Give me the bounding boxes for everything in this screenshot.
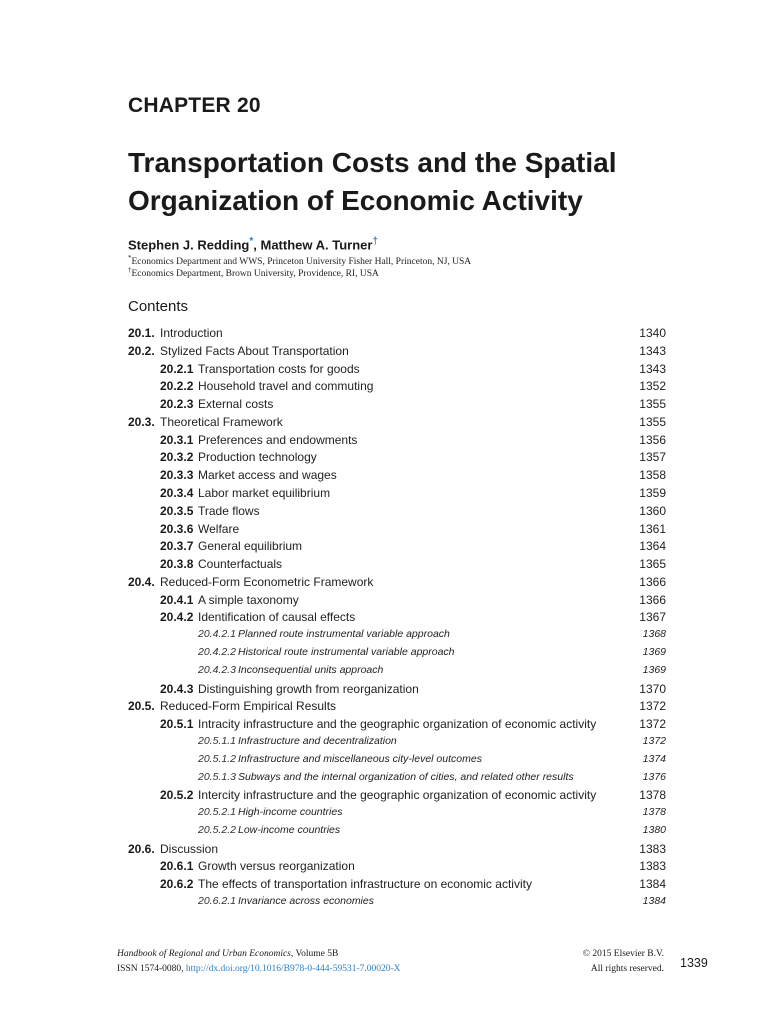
footer-book-line [117,947,401,962]
author-name: Matthew A. Turner [260,237,373,253]
chapter-title-line-1: Transportation Costs and the Spatial [128,147,617,178]
toc-section-number: 20.3.1 [160,432,194,447]
toc-page-number[interactable]: 1372 [639,699,666,714]
toc-section-title[interactable]: Labor market equilibrium [198,486,331,501]
toc-section-title[interactable]: Intracity infrastructure and the geographic organization of economic activity [198,717,597,732]
toc-section-number: 20.6.2.1 [198,894,236,907]
toc-section-number: 20.1. [128,326,155,340]
toc-entry[interactable] [128,557,666,574]
toc-section-title[interactable]: Historical route instrumental variable approach [238,646,455,659]
toc-page-number[interactable]: 1355 [639,397,666,412]
toc-section-number: 20.5.2.2 [198,823,236,836]
toc-section-title[interactable]: Reduced-Form Empirical Results [160,699,337,714]
toc-section-title[interactable]: Infrastructure and decentralization [238,734,397,747]
toc-page-number[interactable]: 1357 [639,450,666,465]
affiliation [128,266,379,279]
affiliation-mark[interactable]: * [249,236,254,247]
toc-section-title[interactable]: Low-income countries [238,823,341,836]
toc-section-number: 20.5.1.3 [198,770,236,783]
toc-entry[interactable] [128,842,666,859]
toc-entry[interactable] [128,504,666,521]
toc-section-title[interactable]: The effects of transportation infrastructure on economic activity [198,877,532,892]
affiliation-text: Economics Department, Brown University, Providence, RI, USA [131,269,379,280]
toc-section-number: 20.2.2 [160,379,194,394]
toc-section-number: 20.3.4 [160,486,194,501]
toc-section-number: 20.3.8 [160,557,194,572]
author-list [128,236,378,252]
toc-entry[interactable] [128,486,666,503]
toc-entry[interactable] [128,859,666,876]
toc-entry[interactable] [128,575,666,592]
issn: ISSN 1574-0080, [117,964,186,974]
toc-section-number: 20.2.1 [160,361,194,376]
contents-heading: Contents [128,298,189,315]
toc-page-number[interactable]: 1343 [639,343,666,358]
toc-section-number: 20.4.2.3 [198,663,236,676]
toc-page-number[interactable]: 1369 [642,646,666,659]
toc-section-number: 20.5.1.2 [198,752,236,765]
author-name: Stephen J. Redding [128,237,250,253]
toc-section-number: 20.4.3 [160,681,194,696]
toc-section-number: 20.5.2.1 [198,806,236,819]
copyright-text: © 2015 Elsevier B.V. [582,949,664,959]
toc-page-number[interactable]: 1383 [639,841,666,856]
affiliation-mark: * [128,254,132,262]
page-number: 1339 [680,956,708,970]
toc-section-number: 20.3.2 [160,450,194,465]
toc-section-title[interactable]: Inconsequential units approach [238,663,384,676]
toc-section-number: 20.5.1 [160,717,194,732]
toc-page-number[interactable]: 1343 [639,361,666,376]
toc-page-number[interactable]: 1364 [639,539,666,554]
toc-page-number[interactable]: 1358 [639,468,666,483]
toc-entry[interactable] [128,682,666,699]
toc-entry[interactable] [128,628,666,645]
toc-entry[interactable] [128,397,666,414]
chapter-label: CHAPTER 20 [128,94,261,117]
footer-copyright [583,947,664,977]
toc-section-number: 20.2. [128,343,155,358]
toc-page-number[interactable]: 1340 [639,326,666,340]
toc-entry[interactable] [128,753,666,770]
toc-section-title[interactable]: Identification of causal effects [198,610,356,625]
book-title: Handbook of Regional and Urban Economics [117,949,291,959]
toc-entry[interactable] [128,824,666,841]
toc-page-number[interactable]: 1380 [642,823,666,836]
toc-section-title[interactable]: Trade flows [198,503,260,518]
toc-page-number[interactable]: 1361 [639,521,666,536]
footer-issn-line [117,962,401,977]
toc-section-number: 20.3. [128,414,155,429]
toc-entry[interactable] [128,895,666,912]
toc-section-title[interactable]: Household travel and commuting [198,379,374,394]
toc-page-number[interactable]: 1376 [642,770,666,783]
toc-page-number[interactable]: 1369 [642,663,666,676]
toc-section-title[interactable]: General equilibrium [198,539,303,554]
toc-section-number: 20.3.7 [160,539,194,554]
toc-page-number[interactable]: 1378 [639,788,666,803]
toc-section-number: 20.3.3 [160,468,194,483]
toc-page-number[interactable]: 1384 [639,877,666,892]
toc-section-number: 20.3.5 [160,503,194,518]
toc-section-number: 20.4.1 [160,592,194,607]
toc-page-number[interactable]: 1370 [639,681,666,696]
toc-section-title[interactable]: Introduction [160,326,223,340]
toc-entry[interactable] [128,664,666,681]
toc-section-title[interactable]: External costs [198,397,274,412]
toc-section-title[interactable]: Invariance across economies [238,894,374,907]
toc-entry[interactable] [128,806,666,823]
toc-section-title[interactable]: Discussion [160,841,219,856]
toc-section-number: 20.4. [128,574,155,589]
toc-section-number: 20.5. [128,699,155,714]
toc-entry[interactable] [128,522,666,539]
toc-entry[interactable] [128,326,666,343]
toc-entry[interactable] [128,344,666,361]
toc-section-title[interactable]: A simple taxonomy [198,592,299,607]
toc-section-title[interactable]: Growth versus reorganization [198,859,355,874]
toc-entry[interactable] [128,771,666,788]
toc-section-number: 20.4.2 [160,610,194,625]
toc-page-number[interactable]: 1359 [639,486,666,501]
toc-page-number[interactable]: 1356 [639,432,666,447]
chapter-title-line-2: Organization of Economic Activity [128,185,583,216]
toc-entry[interactable] [128,415,666,432]
toc-section-number: 20.6.1 [160,859,194,874]
toc-section-title[interactable]: Reduced-Form Econometric Framework [160,574,374,589]
toc-entry[interactable] [128,735,666,752]
toc-entry[interactable] [128,450,666,467]
toc-entry[interactable] [128,433,666,450]
rights-text: All rights reserved. [590,964,664,974]
toc-section-title[interactable]: Planned route instrumental variable approach [238,628,450,641]
toc-section-title[interactable]: Transportation costs for goods [198,361,360,376]
doi-link[interactable]: http://dx.doi.org/10.1016/B978-0-444-59531-7.00020-X [185,964,401,974]
affiliation-text: Economics Department and WWS, Princeton University Fisher Hall, Princeton, NJ, USA [131,257,472,268]
toc-entry[interactable] [128,379,666,396]
toc-entry[interactable] [128,539,666,556]
toc-entry[interactable] [128,877,666,894]
toc-page-number[interactable]: 1374 [642,752,666,765]
toc-page-number[interactable]: 1355 [639,414,666,429]
toc-section-number: 20.3.6 [160,521,194,536]
toc-section-number: 20.5.2 [160,788,194,803]
toc-section-title[interactable]: Subways and the internal organization of cities, and related other results [238,770,574,783]
toc-page-number[interactable]: 1372 [642,734,666,747]
toc-entry[interactable] [128,717,666,734]
toc-page-number[interactable]: 1366 [639,574,666,589]
toc-section-title[interactable]: Market access and wages [198,468,337,483]
toc-page-number[interactable]: 1378 [642,806,666,819]
toc-entry[interactable] [128,362,666,379]
toc-entry[interactable] [128,593,666,610]
toc-section-number: 20.4.2.1 [198,628,236,641]
toc-section-number: 20.6.2 [160,877,194,892]
toc-section-title[interactable]: Infrastructure and miscellaneous city-level outcomes [238,752,482,765]
toc-section-title[interactable]: Preferences and endowments [198,432,358,447]
toc-section-title[interactable]: High-income countries [238,806,343,819]
toc-section-title[interactable]: Counterfactuals [198,557,283,572]
toc-section-number: 20.2.3 [160,397,194,412]
author-separator: , [253,237,261,253]
toc-page-number[interactable]: 1360 [639,503,666,518]
toc-page-number[interactable]: 1383 [639,859,666,874]
toc-page-number[interactable]: 1352 [639,379,666,394]
toc-entry[interactable] [128,646,666,663]
toc-section-number: 20.5.1.1 [198,734,236,747]
toc-page-number[interactable]: 1365 [639,557,666,572]
toc-section-number: 20.6. [128,841,155,856]
toc-section-number: 20.4.2.2 [198,646,236,659]
footer-citation [117,947,401,977]
toc-page-number[interactable]: 1366 [639,592,666,607]
toc-entry[interactable] [128,699,666,716]
toc-entry[interactable] [128,468,666,485]
affiliation-mark[interactable]: † [372,236,378,247]
toc-page-number[interactable]: 1384 [642,894,666,907]
toc-entry[interactable] [128,788,666,805]
chapter-title [128,144,708,220]
affiliation-mark: † [128,266,132,274]
toc-section-title[interactable]: Theoretical Framework [160,414,283,429]
toc-entry[interactable] [128,610,666,627]
toc-section-title[interactable]: Production technology [198,450,317,465]
toc-page-number[interactable]: 1367 [639,610,666,625]
toc-section-title[interactable]: Welfare [198,521,240,536]
toc-section-title[interactable]: Intercity infrastructure and the geographic organization of economic activity [198,788,597,803]
toc-section-title[interactable]: Stylized Facts About Transportation [160,343,349,358]
toc-section-title[interactable]: Distinguishing growth from reorganization [198,681,419,696]
toc-page-number[interactable]: 1368 [642,628,666,641]
volume: , Volume 5B [290,949,339,959]
toc-page-number[interactable]: 1372 [639,717,666,732]
